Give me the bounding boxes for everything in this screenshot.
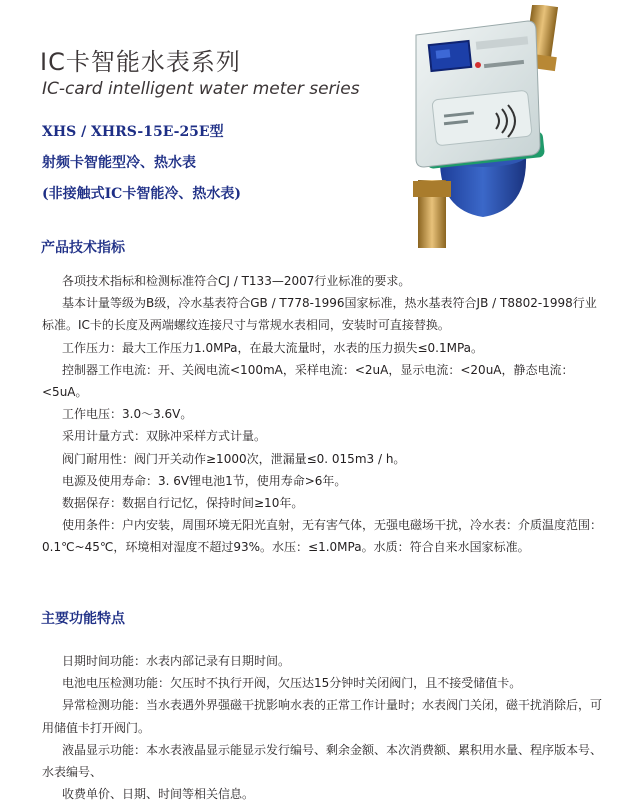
water-meter-image	[378, 5, 568, 250]
feature-line: 日期时间功能：水表内部记录有日期时间。	[62, 654, 291, 668]
feature-line: 液晶显示功能：本水表液晶显示能显示发行编号、剩余金额、本次消费额、累积用水量、程序版本号、水表编号、	[42, 742, 603, 780]
feature-line: 电池电压检测功能：欠压时不执行开阀，欠压达15分钟时关闭阀门，且不接受储值卡。	[62, 676, 522, 691]
spec-line: 工作电压：3.0～3.6V。	[62, 407, 193, 422]
spec-line: 控制器工作电流：开、关阀电流<100mA，采样电流：<2uA，显示电流：<20uA，静态电流：<5uA。	[42, 362, 574, 400]
spec-line: 基本计量等级为B级，冷水基表符合GB / T778-1996国家标准，热水基表符合JB / T8802-1998行业标准。IC卡的长度及两端螺纹连接尺寸与常规水表相同，安装时可直接替换。	[42, 296, 597, 333]
feature-line: 收费单价、日期、时间等相关信息。	[62, 787, 255, 802]
spec-line: 工作压力：最大工作压力1.0MPa，在最大流量时，水表的压力损失≤0.1MPa。	[62, 340, 484, 355]
features-heading: 主要功能特点	[41, 611, 125, 627]
product-subtitle-alt: (非接触式IC卡智能冷、热水表)	[42, 186, 241, 202]
page-title: IC卡智能水表系列	[40, 48, 241, 76]
feature-line: 异常检测功能：当水表遇外界强磁干扰影响水表的正常工作计量时；水表阀门关闭，磁干扰消除后，可用储值卡打开阀门。	[42, 698, 603, 735]
specs-section	[42, 270, 604, 559]
product-model: XHS / XHRS-15E-25E型	[42, 124, 224, 140]
spec-line: 各项技术指标和检测标准符合CJ / T133—2007行业标准的要求。	[62, 274, 411, 288]
page-title-english: IC-card intelligent water meter series	[42, 79, 360, 99]
spec-line: 阀门耐用性：阀门开关动作≥1000次，泄漏量≤0. 015m3 / h。	[62, 451, 406, 466]
spec-line: 数据保存：数据自行记忆，保持时间≥10年。	[62, 496, 304, 511]
spec-line: 使用条件：户内安装，周围环境无阳光直射，无有害气体，无强电磁场干扰，冷水表：介质温度范围：0.1℃~45℃，环境相对湿度不超过93%。水压：≤1.0MPa。水质：符合自来水国家标准。	[42, 518, 603, 555]
card-reader-zone	[432, 90, 532, 146]
spec-line: 采用计量方式：双脉冲采样方式计量。	[62, 429, 267, 444]
product-subtitle: 射频卡智能型冷、热水表	[42, 155, 196, 171]
specs-heading: 产品技术指标	[41, 240, 125, 256]
features-section	[42, 650, 604, 805]
spec-line: 电源及使用寿命：3. 6V锂电池1节，使用寿命>6年。	[62, 473, 347, 488]
